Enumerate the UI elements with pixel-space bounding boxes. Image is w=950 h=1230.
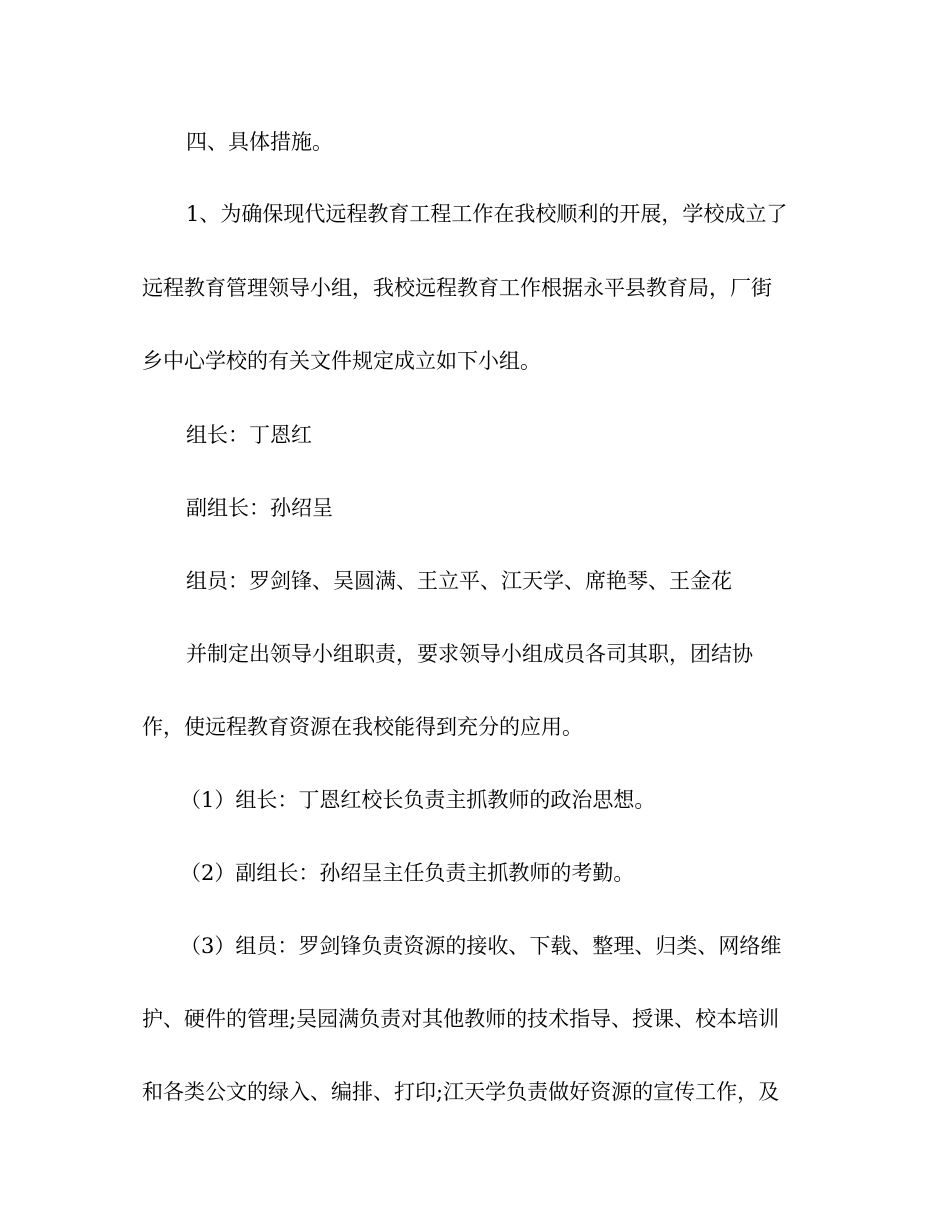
paragraph-line: 远程教育管理领导小组，我校远程教育工作根据永平县教育局，厂街 xyxy=(142,276,772,300)
paragraph-line: 1、为确保现代远程教育工程工作在我校顺利的开展，学校成立了 xyxy=(186,202,788,226)
leader-line: 组长：丁恩红 xyxy=(186,423,312,447)
duty-item-3: （3）组员：罗剑锋负责资源的接收、下载、整理、归类、网络维 xyxy=(180,934,782,958)
section-heading: 四、具体措施。 xyxy=(186,130,333,154)
paragraph-line: 作，使远程教育资源在我校能得到充分的应用。 xyxy=(142,715,583,739)
paragraph-line: 和各类公文的绿入、编排、打印;江天学负责做好资源的宣传工作，及 xyxy=(142,1080,780,1104)
duty-item-2: （2）副组长：孙绍呈主任负责主抓教师的考勤。 xyxy=(180,861,635,885)
deputy-leader-line: 副组长：孙绍呈 xyxy=(186,496,333,520)
paragraph-line: 护、硬件的管理;吴园满负责对其他教师的技术指导、授课、校本培训 xyxy=(142,1007,780,1031)
members-line: 组员：罗剑锋、吴圆满、王立平、江天学、席艳琴、王金花 xyxy=(186,569,732,593)
paragraph-line: 乡中心学校的有关文件规定成立如下小组。 xyxy=(142,349,541,373)
duty-item-1: （1）组长：丁恩红校长负责主抓教师的政治思想。 xyxy=(180,788,656,812)
paragraph-line: 并制定出领导小组职责，要求领导小组成员各司其职，团结协 xyxy=(186,642,753,666)
